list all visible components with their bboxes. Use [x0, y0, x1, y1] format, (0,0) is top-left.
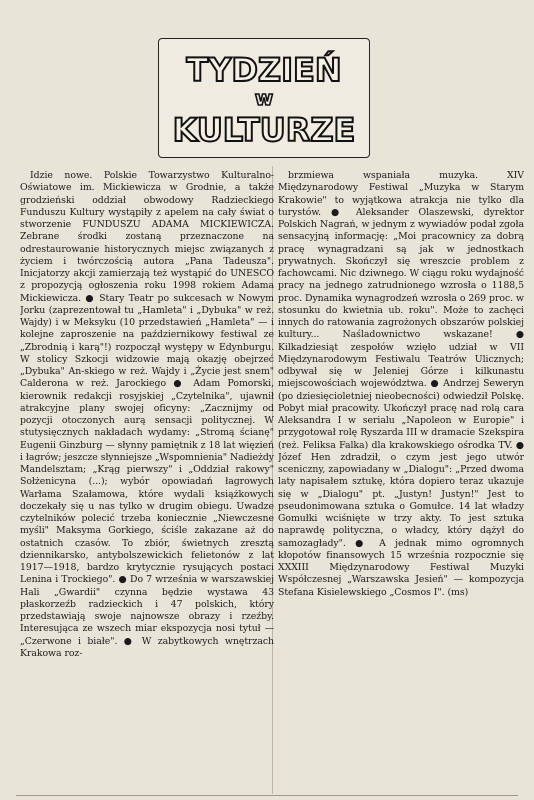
section-title-box	[158, 38, 370, 158]
article-column-right	[278, 170, 524, 790]
title-line-1: TYDZIEŃ	[186, 51, 342, 89]
column-right-text: brzmiewa wspaniała muzyka. XIV Międzynarodowy Festiwal „Muzyka w Starym Krakowie" to wyjątkowa atrakcja nie tylko dla turystów. ● Aleksander Olaszewski, dyrektor Polskich Nagrań, w jednym z wywiadów podał zgoła sensacyjną informację: „Moi pracownicy za dobrą pracę wynagradzani są jak w jednostkach prywatnych. Skończył się wreszcie problem z fachowcami. Nic dziwnego. W ciągu roku wydajność pracy na jednego zatrudnionego wzrosła o 1188,5 proc. Dynamika wynagrodzeń wzrosła o 269 proc. w stosunku do kwietnia ub. roku". Może to zachęci innych do ratowania zagrożonych obszarów polskiej kultury... Naśladownictwo wskazane! ● Kilkadziesiąt zespołów wzięło udział w VII Międzynarodowym Festiwalu Teatrów Ulicznych; odbywał się w Jeleniej Górze i kilkunastu miejscowościach województwa. ● Andrzej Seweryn (po dziesięcioletniej nieobecności) odwiedził Polskę. Pobyt miał pracowity. Ukończył pracę nad rolą cara Aleksandra I w serialu „Napoleon w Europie" i przygotował rolę Ryszarda III w dramacie Szekspira (reż. Feliksa Falka) dla krakowskiego ośrodka TV. ● Józef Hen zdradził, o czym jest jego utwór sceniczny, zapowiadany w „Dialogu": „Przed dwoma laty napisałem sztukę, która dopiero teraz ukazuje się w „Dialogu" pt. „Justyn! Justyn!" Jest to pseudonimowana sztuka o Gomułce. 14 lat władzy Gomułki wciśnięte w trzy akty. To jest sztuka naprawdę polityczna, o władcy, który dążył do samozagłady". ● A jednak mimo ogromnych kłopotów finansowych 15 września rozpocznie się XXXIII Międzynarodowy Festiwal Muzyki Współczesnej „Warszawska Jesień" — kompozycja Stefana Kisielewskiego „Cosmos I". (ms)	[278, 170, 524, 598]
column-left-text: Idzie nowe. Polskie Towarzystwo Kulturalno-Oświatowe im. Mickiewicza w Grodnie, a także grodzieński oddział obwodowy Radzieckiego Funduszu Kultury wystąpiły z apelem na cały świat o stworzenie FUNDUSZU ADAMA MICKIEWICZA. Zebrane środki zostaną przeznaczone na odrestaurowanie historycznych miejsc związanych z życiem i twórczością autora „Pana Tadeusza". Inicjatorzy akcji zamierzają też wystąpić do UNESCO z propozycją ogłoszenia roku 1998 rokiem Adama Mickiewicza. ● Stary Teatr po sukcesach w Nowym Jorku (zaprezentował tu „Hamleta" i „Dybuka" w reż. Wajdy) i w Meksyku (10 przedstawień „Hamleta" — i kolejne zaproszenie na październikowy festiwal ze „Zbrodnią i karą"!) rozpoczął występy w Edynburgu. W stolicy Szkocji widzowie mają okazję obejrzeć „Dybuka" An-skiego w reż. Wajdy i „Życie jest snem" Calderona w reż. Jarockiego ● Adam Pomorski, kierownik redakcji rosyjskiej „Czytelnika", ujawnił atrakcyjne plany swojej oficyny: „Zacznijmy od pozycji otoczonych aurą sensacji politycznej. W stutysięcznych nakładach wydamy: „Stromą ścianę" Eugenii Ginzburg — słynny pamiętnik z 18 lat więzień i łagrów; jeszcze słynniejsze „Wspomnienia" Nadieżdy Mandelsztam; „Krąg pierwszy" i „Oddział rakowy" Sołżenicyna (...); wybór opowiadań łagrowych Warłama Szałamowa, które wydali książkowych doczekały się u nas tylko w drugim obiegu. Uwadze czytelników polecić trzeba koniecznie „Niewczesne myśli" Maksyma Gorkiego, ściśle zakazane aż do ostatnich czasów. To zbiór, świetnych zresztą dziennikarsko, antybolszewickich felietonów z lat 1917—1918, bardzo krytycznie rysujących postaci Lenina i Trockiego". ● Do 7 września w warszawskiej Hali „Gwardii" czynna będzie wystawa 43 płaskorzeźb radzieckich i 47 polskich, który przedstawiają swoje najnowsze obrazy i rzeźby. Interesująca ze wszech miar ekspozycja nosi tytuł — „Czerwone i białe". ● W zabytkowych wnętrzach Krakowa roz-	[20, 170, 274, 659]
title-line-3: KULTURZE	[172, 111, 356, 149]
page-bottom-rule	[16, 795, 518, 796]
title-line-2: w	[254, 86, 274, 110]
section-title-logo	[159, 39, 369, 157]
article-column-left	[20, 170, 274, 790]
